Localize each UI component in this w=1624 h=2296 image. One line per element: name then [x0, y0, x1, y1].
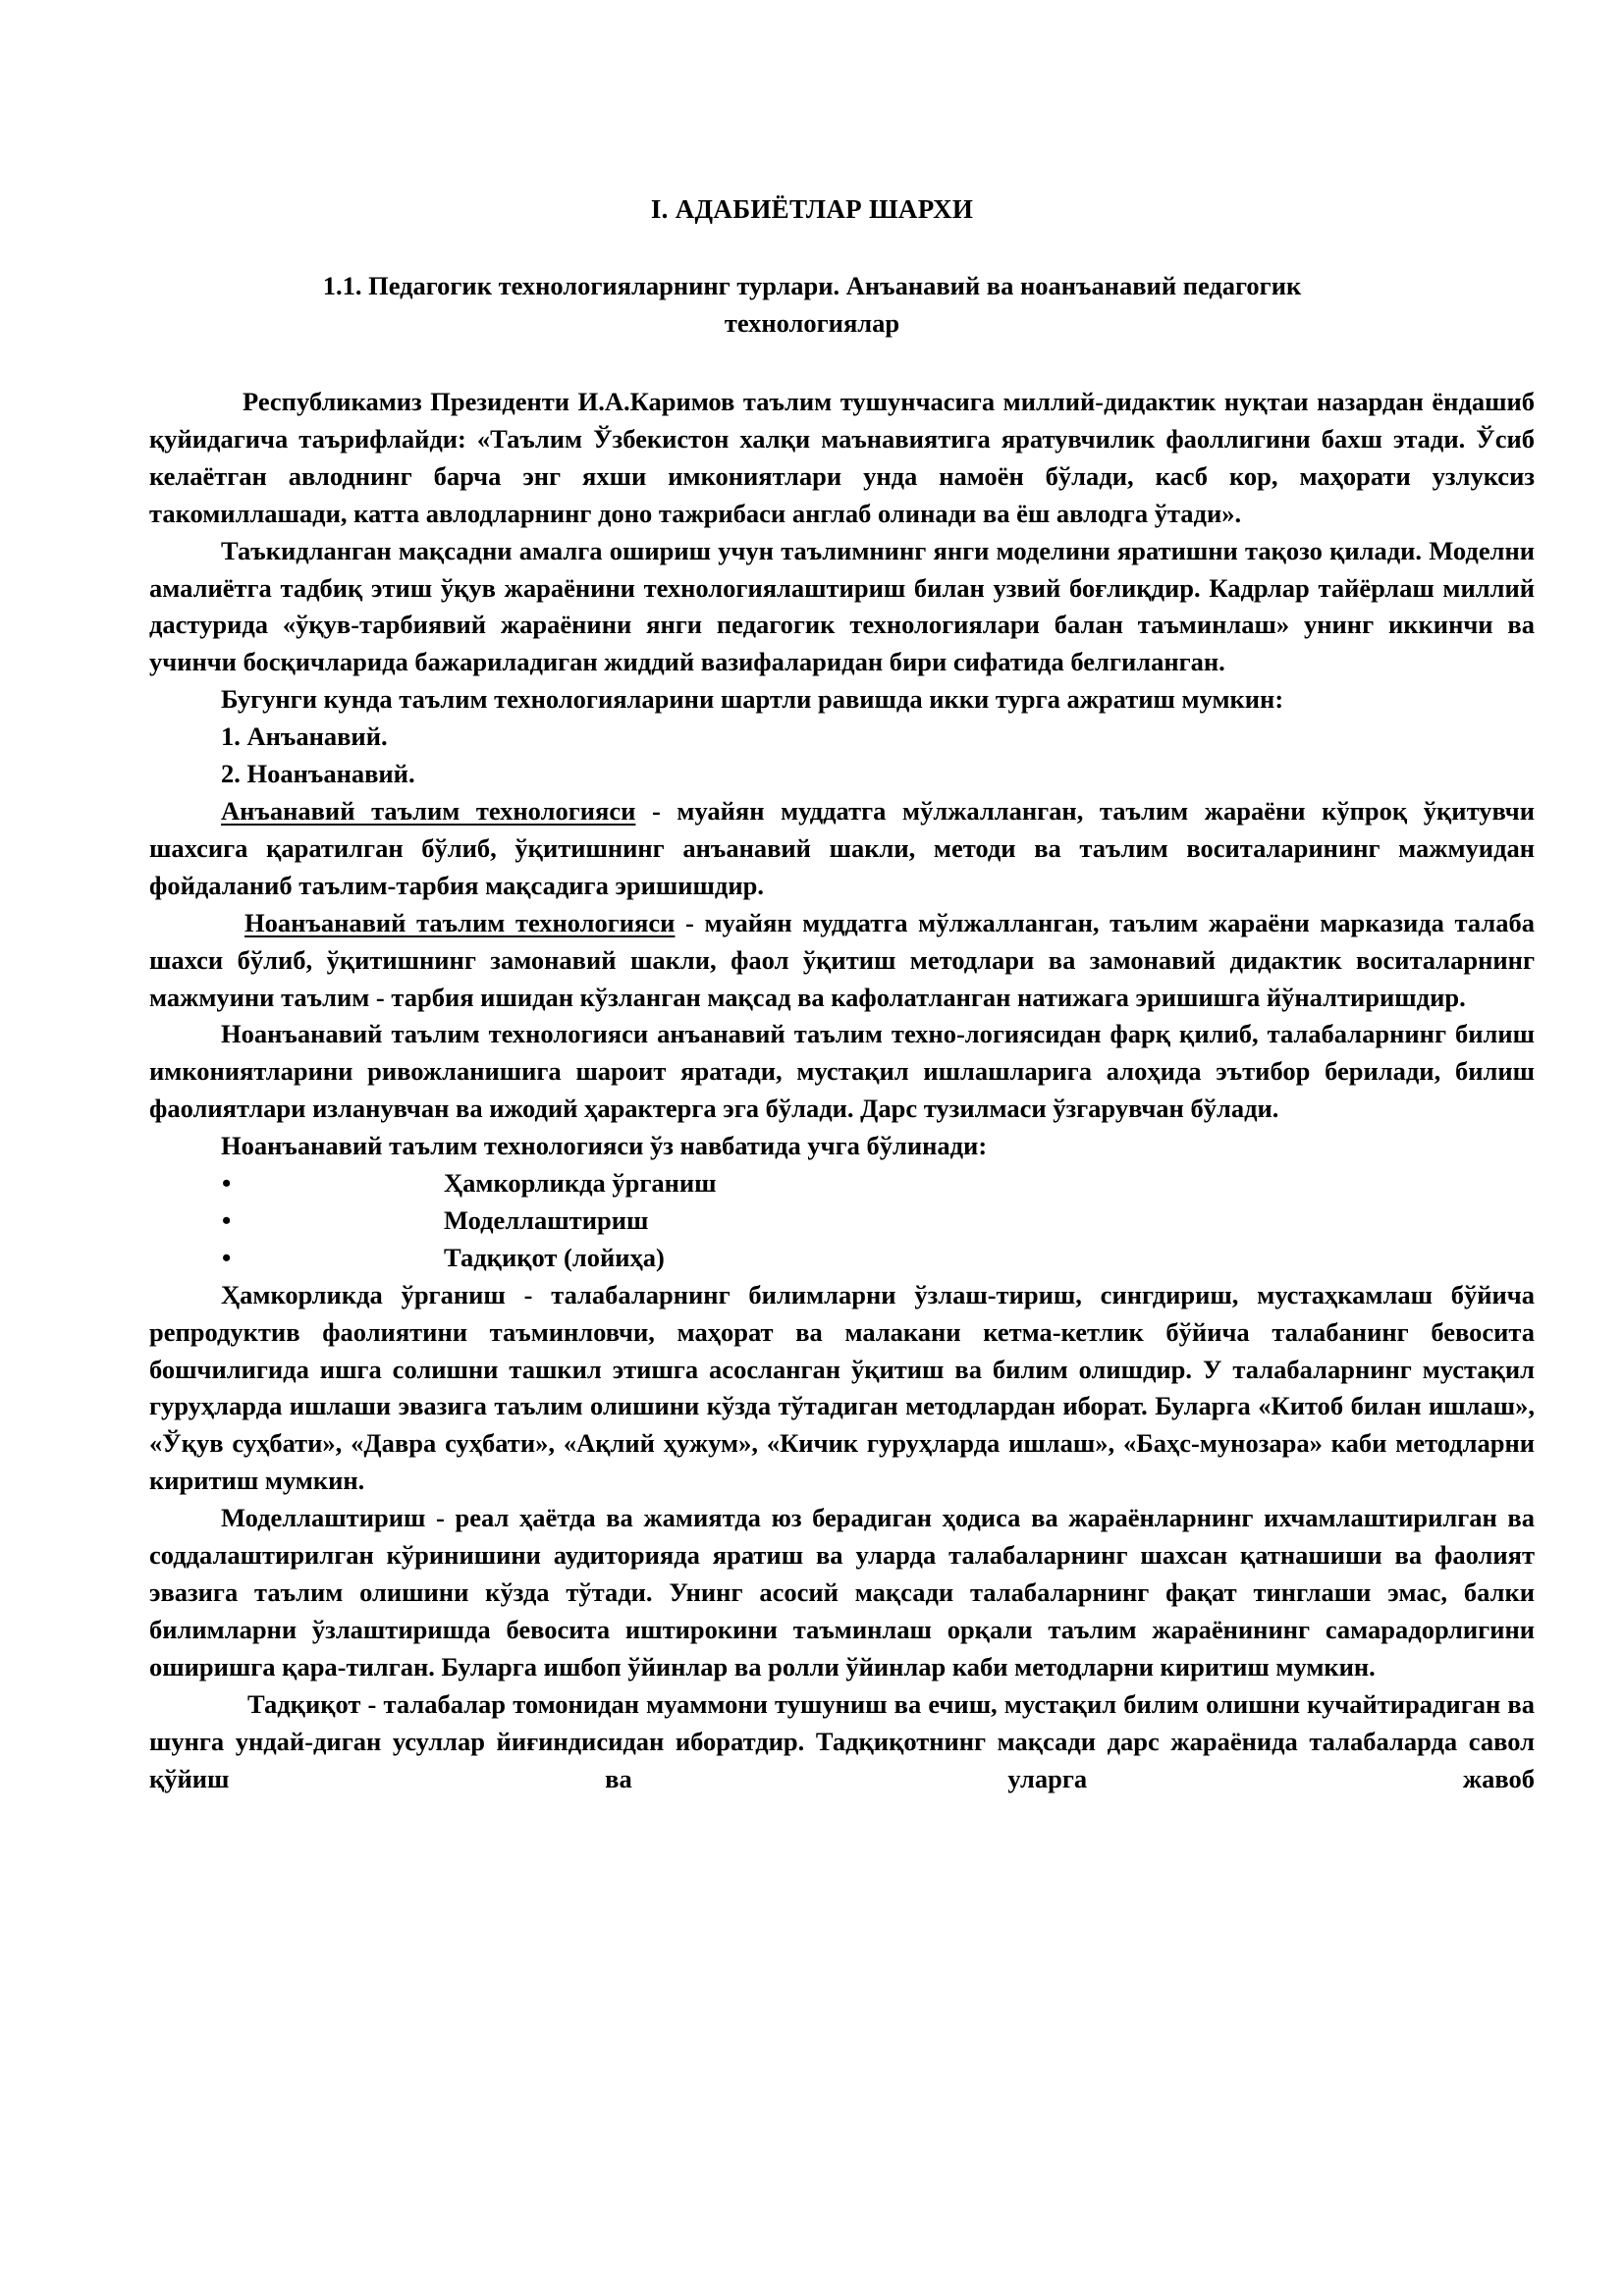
bullet-icon: •: [222, 1242, 232, 1272]
bullet-label: Моделлаштириш: [444, 1204, 649, 1235]
paragraph-difference: Ноанъанавий таълим технологияси анъанавий таълим техно-логиясидан фарқ қилиб, талабаларнинг билиш имкониятларини ривожланишига шароит яратади, мустақил ишлашларига алоҳида эътибор берилади, билиш фаолиятлари изланувчан ва ижодий ҳарактерга эга бўлади. Дарс тузилмаси ўзгарувчан бўлади.: [149, 1019, 1535, 1124]
bullet-item-modeling: [149, 1202, 1535, 1240]
paragraph-goal: Таъкидланган мақсадни амалга ошириш учун таълимнинг янги моделини яратишни тақозо қилади. Моделни амалиётга тадбиқ этиш ўқув жараёнини технологиялаштириш билан узвий боғлиқдир. Кадрлар тайёрлаш миллий дастурида «ўқув-тарбиявий жараёнини янги педагогик технологиялари балан таъминлаш» унинг иккинчи ва учинчи босқичларида бажариладиган жиддий вазифаларидан бири сифатида белгиланган.: [149, 535, 1535, 677]
term-traditional: Анъанавий таълим технологияси: [221, 795, 636, 826]
bullet-icon: •: [222, 1204, 232, 1235]
numbered-item-traditional: 1. Анъанавий.: [221, 721, 388, 752]
section-title-line-1: 1.1. Педагогик технологияларнинг турлари. Анъанавий ва ноанъанавий педагогик: [322, 271, 1302, 300]
paragraph-traditional-definition: [149, 793, 1535, 905]
bullet-icon: •: [222, 1168, 232, 1199]
paragraph-subdivision: Ноанъанавий таълим технологияси ўз навбатида учга бўлинади:: [221, 1131, 988, 1161]
paragraph-modeling: Моделлаштириш - реал ҳаётда ва жамиятда юз берадиган ҳодиса ва жараёнларнинг ихчамлаштирилган ва соддалаштирилган кўринишини аудиторияда яратиш ва уларда талабаларнинг шахсан қатнашиши ва фаолият эвазига таълим олишини кўзда тўтади. Унинг асосий мақсади талабаларнинг фақат тинглаши эмас, балки билимларни ўзлаштиришда бевосита иштирокини таъминлаш орқали таълим жараёнининг самарадорлигини оширишга қара-тилган. Буларга ишбоп ўйинлар ва ролли ўйинлар каби методларни киритиш мумкин.: [149, 1503, 1535, 1682]
definition-traditional: - муайян муддатга мўлжалланган, таълим жараёни кўпроқ ўқитувчи шахсига қаратилган бўлиб, ўқитишнинг анъанавий шакли, методи ва таълим воситаларининг мажмуидан фойдаланиб таълим-тарбия мақсадига эришишдир.: [149, 795, 1535, 900]
chapter-title: I. АДАБИЁТЛАР ШАРХИ: [650, 194, 974, 224]
definition-nontraditional: - муайян муддатга мўлжалланган, таълим жараёни марказида талаба шахси бўлиб, ўқитишнинг замонавий шакли, фаол ўқитиш методлари ва замонавий дидактик воситаларнинг мажмуини таълим - тарбия ишидан кўзланган мақсад ва кафолатланган натижага эришишга йўналтиришдир.: [149, 907, 1535, 1012]
paragraph-research: Тадқиқот - талабалар томонидан муаммони тушуниш ва ечиш, мустақил билим олишни кучайтирадиган ва шунга ундай-диган усуллар йиғиндисидан иборатдир. Тадқиқотнинг мақсади дарс жараёнида талабаларда савол қўйиш ва уларга жавоб: [149, 1688, 1535, 1793]
section-title-line-2: технологиялар: [724, 308, 900, 338]
term-nontraditional: Ноанъанавий таълим технологияси: [244, 907, 676, 937]
bullet-label: Тадқиқот (лойиҳа): [444, 1242, 665, 1272]
paragraph-cooperation: Ҳамкорликда ўрганиш - талабаларнинг билимларни ўзлаш-тириш, сингдириш, мустаҳкамлаш бўйича репродуктив фаолиятини таъминловчи, маҳорат ва малакани кетма-кетлик бўйича талабанинг бевосита бошчилигида ишга солишни ташкил этишга асосланган ўқитиш ва билим олишдир. У талабаларнинг мустақил гуруҳларда ишлаши эвазига таълим олишини кўзда тўтадиган методлардан иборат. Буларга «Китоб билан ишлаш», «Ўқув суҳбати», «Давра суҳбати», «Ақлий ҳужум», «Кичик гуруҳларда ишлаш», «Баҳс-мунозара» каби методларни киритиш мумкин.: [149, 1279, 1535, 1496]
bullet-item-research: [149, 1240, 1535, 1277]
bullet-label: Ҳамкорликда ўрганиш: [444, 1168, 717, 1199]
paragraph-types: Бугунги кунда таълим технологияларини шартли равишда икки турга ажратиш мумкин:: [221, 684, 1284, 715]
paragraph-intro: Республикамиз Президенти И.А.Каримов таълим тушунчасига миллий-дидактик нуқтаи назардан ёндашиб қуйидагича таърифлайди: «Таълим Ўзбекистон халқи маънавиятига яратувчилик фаоллигини бахш этади. Ўсиб келаётган авлоднинг барча энг яхши имкониятлари унда намоён бўлади, касб кор, маҳорати узлуксиз такомиллашади, катта авлодларнинг доно тажрибаси англаб олинади ва ёш авлодга ўтади».: [149, 387, 1535, 528]
section-title: [196, 267, 1428, 342]
document-body: [149, 384, 1535, 1797]
numbered-item-nontraditional: 2. Ноанъанавий.: [221, 759, 415, 789]
paragraph-nontraditional-definition: [149, 905, 1535, 1017]
bullet-item-cooperation: [149, 1165, 1535, 1202]
